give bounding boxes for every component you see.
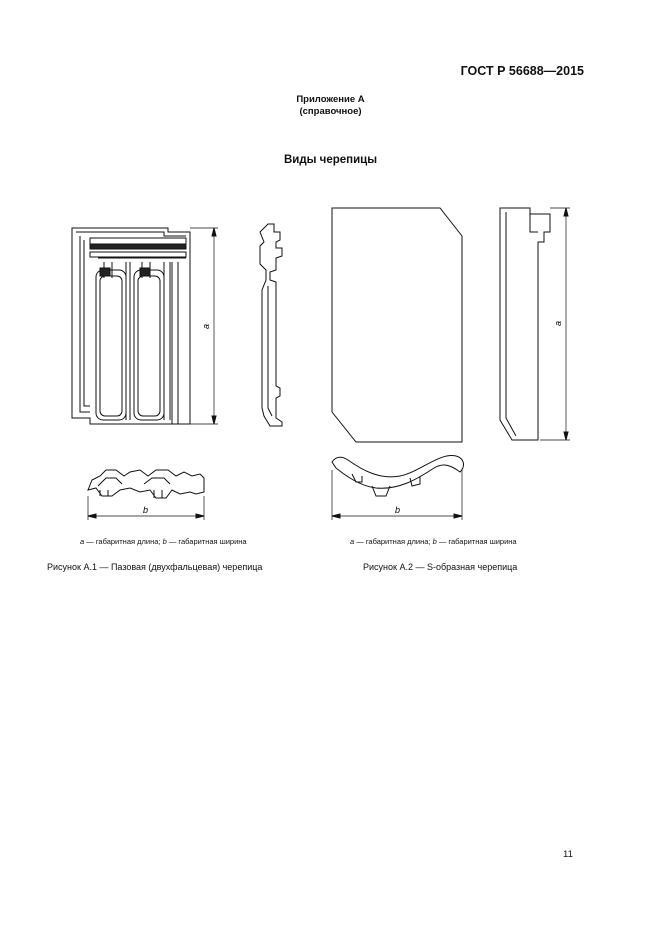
- figure-a1-dim-b-label: b: [143, 505, 149, 515]
- figure-a2-drawing: [320, 0, 580, 530]
- figure-a2-dim-a-label: a: [553, 320, 563, 326]
- annex-subtitle: (справочное): [299, 106, 362, 117]
- figure-a1-caption: Рисунок А.1 — Пазовая (двухфальцевая) черепица: [47, 562, 263, 572]
- figure-a2-legend-a-text: — габаритная длина;: [354, 537, 433, 546]
- figure-a1-side-view: [260, 224, 282, 426]
- figure-a1-legend-b-text: — габаритная ширина: [166, 537, 247, 546]
- figure-a1-cross-section: [88, 470, 204, 498]
- figure-a2-legend-b-symbol: b: [432, 537, 437, 546]
- figure-a1-legend-b-symbol: b: [162, 537, 167, 546]
- figure-a1-legend-a-symbol: a: [80, 537, 85, 546]
- figure-a2-legend-a-symbol: a: [350, 537, 355, 546]
- figure-a2-caption: Рисунок А.2 — S-образная черепица: [363, 562, 518, 572]
- annex-label: Приложение А: [296, 94, 365, 105]
- figure-a2-side-view: [500, 208, 550, 440]
- page-number: 11: [563, 849, 573, 860]
- figure-a1-legend-a-text: — габаритная длина;: [84, 537, 163, 546]
- figure-a2-cross-section: [332, 455, 463, 496]
- figure-a2-front-view: [332, 208, 462, 442]
- figure-a1-dim-a-label: a: [201, 323, 211, 329]
- figure-a2-legend-b-text: — габаритная ширина: [436, 537, 517, 546]
- figure-a1-drawing: [0, 0, 330, 530]
- standard-code: ГОСТ Р 56688—2015: [460, 64, 584, 78]
- figure-a1-legend: [80, 537, 247, 546]
- section-title: Виды черепицы: [283, 154, 378, 166]
- figure-a2-legend: [350, 537, 517, 546]
- figure-a2-dim-b-label: b: [395, 505, 401, 515]
- figure-a1-front-view: [72, 228, 190, 424]
